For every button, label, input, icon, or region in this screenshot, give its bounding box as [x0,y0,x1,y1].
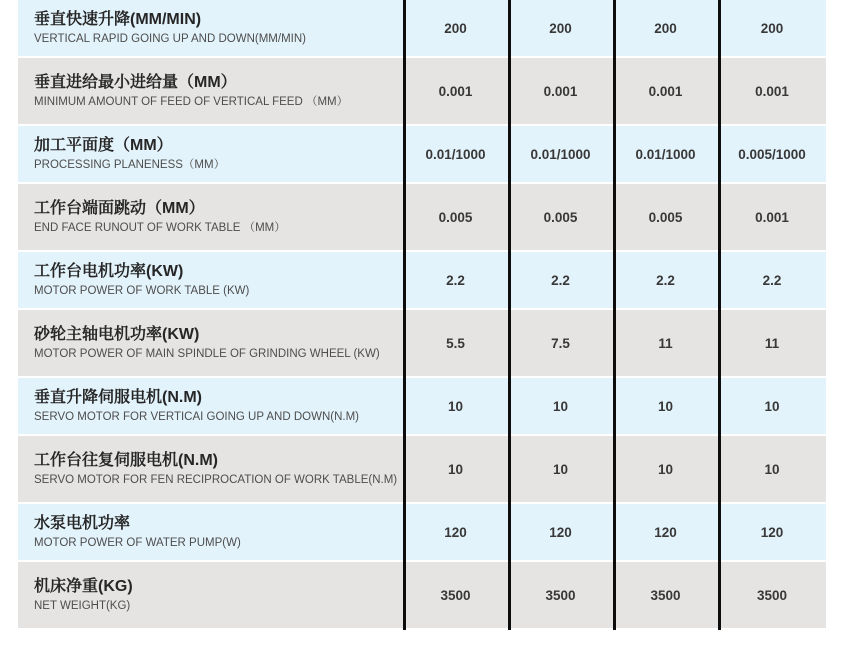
spec-label-english: PROCESSING PLANENESS（MM） [34,158,226,171]
spec-table-row [18,504,826,560]
spec-value-cell: 11 [658,335,673,351]
spec-value-cell: 0.001 [438,83,473,99]
spec-label-english: END FACE RUNOUT OF WORK TABLE （MM） [34,221,286,234]
spec-value-cell: 0.001 [543,83,578,99]
column-separator-line [613,0,616,630]
spec-label-english: MOTOR POWER OF MAIN SPINDLE OF GRINDING WHEEL (KW) [34,347,380,360]
spec-label-chinese: 工作台往复伺服电机(N.M) [34,451,218,469]
spec-table-row [18,378,826,434]
spec-value-cell: 0.001 [755,209,789,225]
spec-value-cell: 2.2 [446,272,465,288]
spec-value-cell: 0.005/1000 [738,146,806,162]
spec-label-chinese: 机床净重(KG) [34,577,133,595]
spec-value-cell: 3500 [440,587,471,603]
spec-value-cell: 0.001 [755,83,789,99]
spec-label-english: NET WEIGHT(KG) [34,599,131,612]
spec-label-chinese: 垂直进给最小进给量（MM） [34,73,237,91]
spec-label-chinese: 垂直快速升降(MM/MIN) [34,10,202,28]
column-separator-line [718,0,721,630]
spec-value-cell: 0.005 [438,209,473,225]
spec-label-cell [18,126,403,182]
spec-label-english: MOTOR POWER OF WATER PUMP(W) [34,536,241,549]
spec-value-cell: 0.005 [543,209,578,225]
spec-value-cell: 10 [447,461,464,477]
spec-value-cell: 10 [552,461,569,477]
spec-value-cell: 2.2 [551,272,570,288]
spec-value-cell: 10 [764,398,780,414]
spec-value-cell: 200 [444,20,467,36]
spec-label-english: MINIMUM AMOUNT OF FEED OF VERTICAL FEED （MM） [34,95,349,108]
spec-label-cell [18,310,403,376]
spec-label-chinese: 水泵电机功率 [34,514,131,532]
spec-table-row [18,0,826,56]
spec-value-cell: 0.01/1000 [530,146,591,162]
spec-value-cell: 0.01/1000 [635,146,696,162]
spec-value-cell: 11 [764,335,780,351]
spec-table-row [18,126,826,182]
spec-label-cell [18,436,403,502]
spec-value-cell: 120 [654,524,677,540]
spec-label-cell [18,58,403,124]
spec-value-cell: 0.01/1000 [425,146,486,162]
spec-label-chinese: 工作台端面跳动（MM） [34,199,205,217]
spec-label-chinese: 工作台电机功率(KW) [34,262,184,280]
spec-value-cell: 200 [760,20,784,36]
spec-label-cell [18,252,403,308]
column-separator-line [508,0,511,630]
spec-table-row [18,436,826,502]
spec-value-cell: 10 [447,398,464,414]
spec-label-english: MOTOR POWER OF WORK TABLE (KW) [34,284,250,297]
column-separator-line [403,0,406,630]
spec-value-cell: 10 [657,461,674,477]
spec-value-cell: 120 [444,524,467,540]
spec-value-cell: 2.2 [656,272,675,288]
spec-value-cell: 3500 [545,587,576,603]
spec-table-row [18,184,826,250]
spec-value-cell: 10 [764,461,780,477]
spec-value-cell: 10 [657,398,674,414]
spec-value-cell: 200 [654,20,677,36]
spec-label-cell [18,0,403,56]
spec-value-cell: 5.5 [446,335,465,351]
spec-value-cell: 0.005 [648,209,683,225]
spec-label-english: SERVO MOTOR FOR FEN RECIPROCATION OF WORK TABLE(N.M) [34,473,398,486]
spec-label-english: VERTICAL RAPID GOING UP AND DOWN(MM/MIN) [34,32,306,45]
spec-label-chinese: 砂轮主轴电机功率(KW) [34,325,200,343]
spec-label-chinese: 垂直升降伺服电机(N.M) [34,388,202,406]
spec-value-cell: 0.001 [648,83,683,99]
spec-label-cell [18,504,403,560]
spec-table-row [18,310,826,376]
spec-value-cell: 10 [552,398,569,414]
spec-value-cell: 120 [549,524,572,540]
spec-table-row [18,562,826,628]
spec-label-cell [18,562,403,628]
spec-table-row [18,58,826,124]
spec-value-cell: 2.2 [762,272,782,288]
spec-value-cell: 120 [760,524,784,540]
spec-table [18,0,826,630]
spec-value-cell: 3500 [756,587,788,603]
spec-label-chinese: 加工平面度（MM） [34,136,173,154]
spec-value-cell: 200 [549,20,572,36]
spec-label-cell [18,184,403,250]
spec-label-english: SERVO MOTOR FOR VERTICAI GOING UP AND DOWN(N.M) [34,410,360,423]
spec-value-cell: 3500 [650,587,681,603]
spec-label-cell [18,378,403,434]
spec-value-cell: 7.5 [551,335,570,351]
spec-table-row [18,252,826,308]
